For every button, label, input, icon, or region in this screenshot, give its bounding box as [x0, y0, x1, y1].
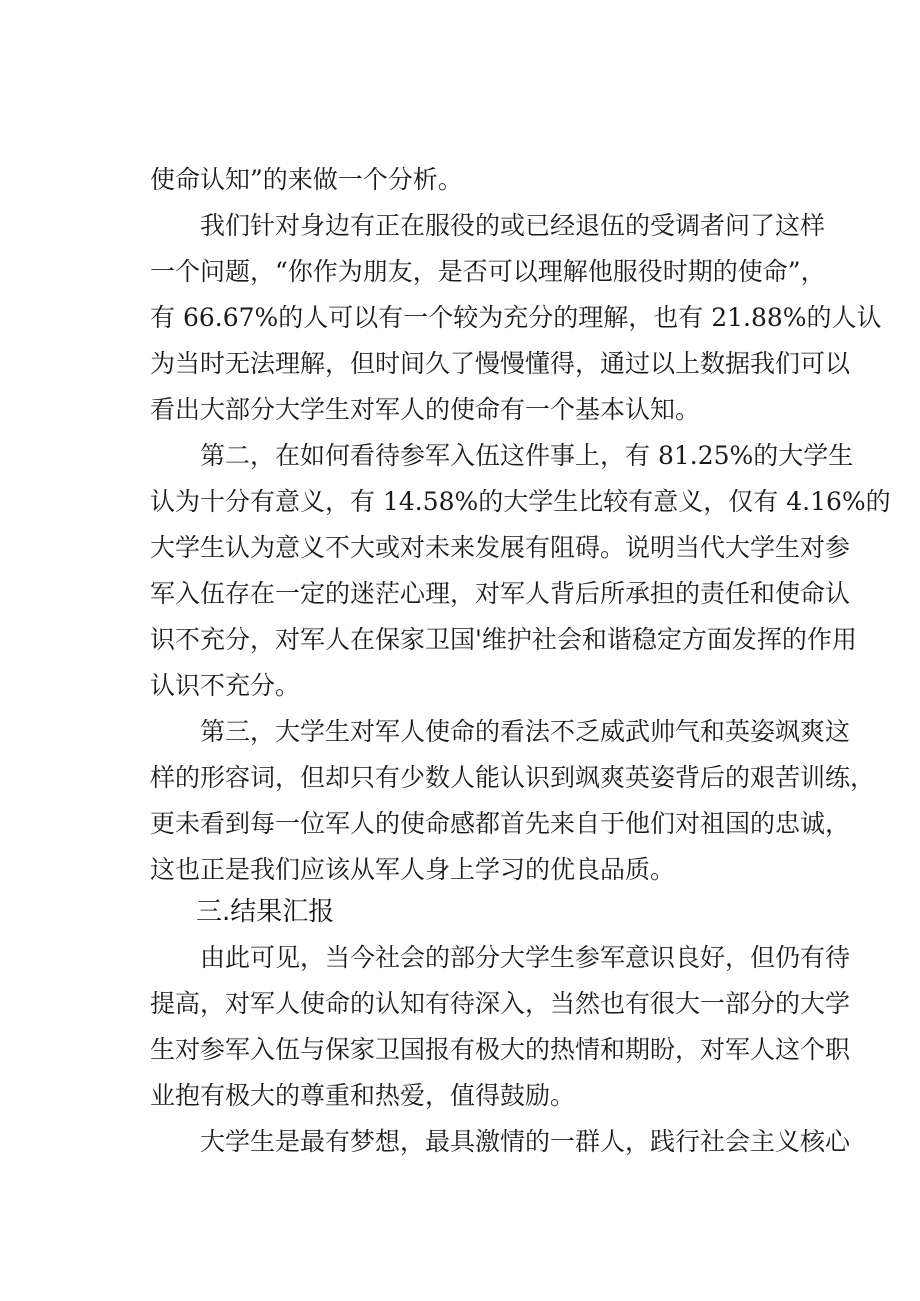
paragraph-2-line-5: 看出大部分大学生对军人的使命有一个基本认知。	[150, 395, 701, 424]
paragraph-5-line-2: 提高，对军人使命的认知有待深入，当然也有很大一部分的大学	[150, 989, 851, 1018]
paragraph-4-line-2: 样的形容词，但却只有少数人能认识到飒爽英姿背后的艰苦训练，	[150, 763, 876, 792]
paragraph-4-line-1: 第三，大学生对军人使命的看法不乏威武帅气和英姿飒爽这	[200, 717, 851, 746]
paragraph-3-line-6: 认识不充分。	[150, 671, 301, 700]
paragraph-2-line-3: 有 66.67%的人可以有一个较为充分的理解，也有 21.88%的人认	[150, 303, 882, 332]
paragraph-2-line-2: 一个问题，“你作为朋友，是否可以理解他服役时期的使命”，	[150, 257, 826, 286]
paragraph-1-line-1: 使命认知”的来做一个分析。	[150, 165, 463, 194]
paragraph-6-line-1: 大学生是最有梦想，最具激情的一群人，践行社会主义核心	[200, 1127, 851, 1156]
paragraph-5-line-4: 业抱有极大的尊重和热爱，值得鼓励。	[150, 1081, 576, 1110]
paragraph-3-line-4: 军入伍存在一定的迷茫心理，对军人背后所承担的责任和使命认	[150, 579, 851, 608]
paragraph-2-line-1: 我们针对身边有正在服役的或已经退伍的受调者问了这样	[200, 211, 826, 240]
paragraph-3-line-1: 第二，在如何看待参军入伍这件事上，有 81.25%的大学生	[200, 441, 854, 470]
paragraph-4-line-4: 这也正是我们应该从军人身上学习的优良品质。	[150, 855, 676, 884]
paragraph-5-line-3: 生对参军入伍与保家卫国报有极大的热情和期盼，对军人这个职	[150, 1035, 851, 1064]
paragraph-3-line-5: 识不充分，对军人在保家卫国'维护社会和谐稳定方面发挥的作用	[150, 625, 857, 654]
paragraph-4-line-3: 更未看到每一位军人的使命感都首先来自于他们对祖国的忠诚，	[150, 809, 851, 838]
paragraph-3-line-3: 大学生认为意义不大或对未来发展有阻碍。说明当代大学生对参	[150, 533, 851, 562]
paragraph-2-line-4: 为当时无法理解，但时间久了慢慢懂得，通过以上数据我们可以	[150, 349, 851, 378]
paragraph-5-line-1: 由此可见，当今社会的部分大学生参军意识良好，但仍有待	[200, 943, 851, 972]
section-heading: 三.结果汇报	[196, 897, 335, 927]
paragraph-3-line-2: 认为十分有意义，有 14.58%的大学生比较有意义，仅有 4.16%的	[150, 487, 891, 516]
